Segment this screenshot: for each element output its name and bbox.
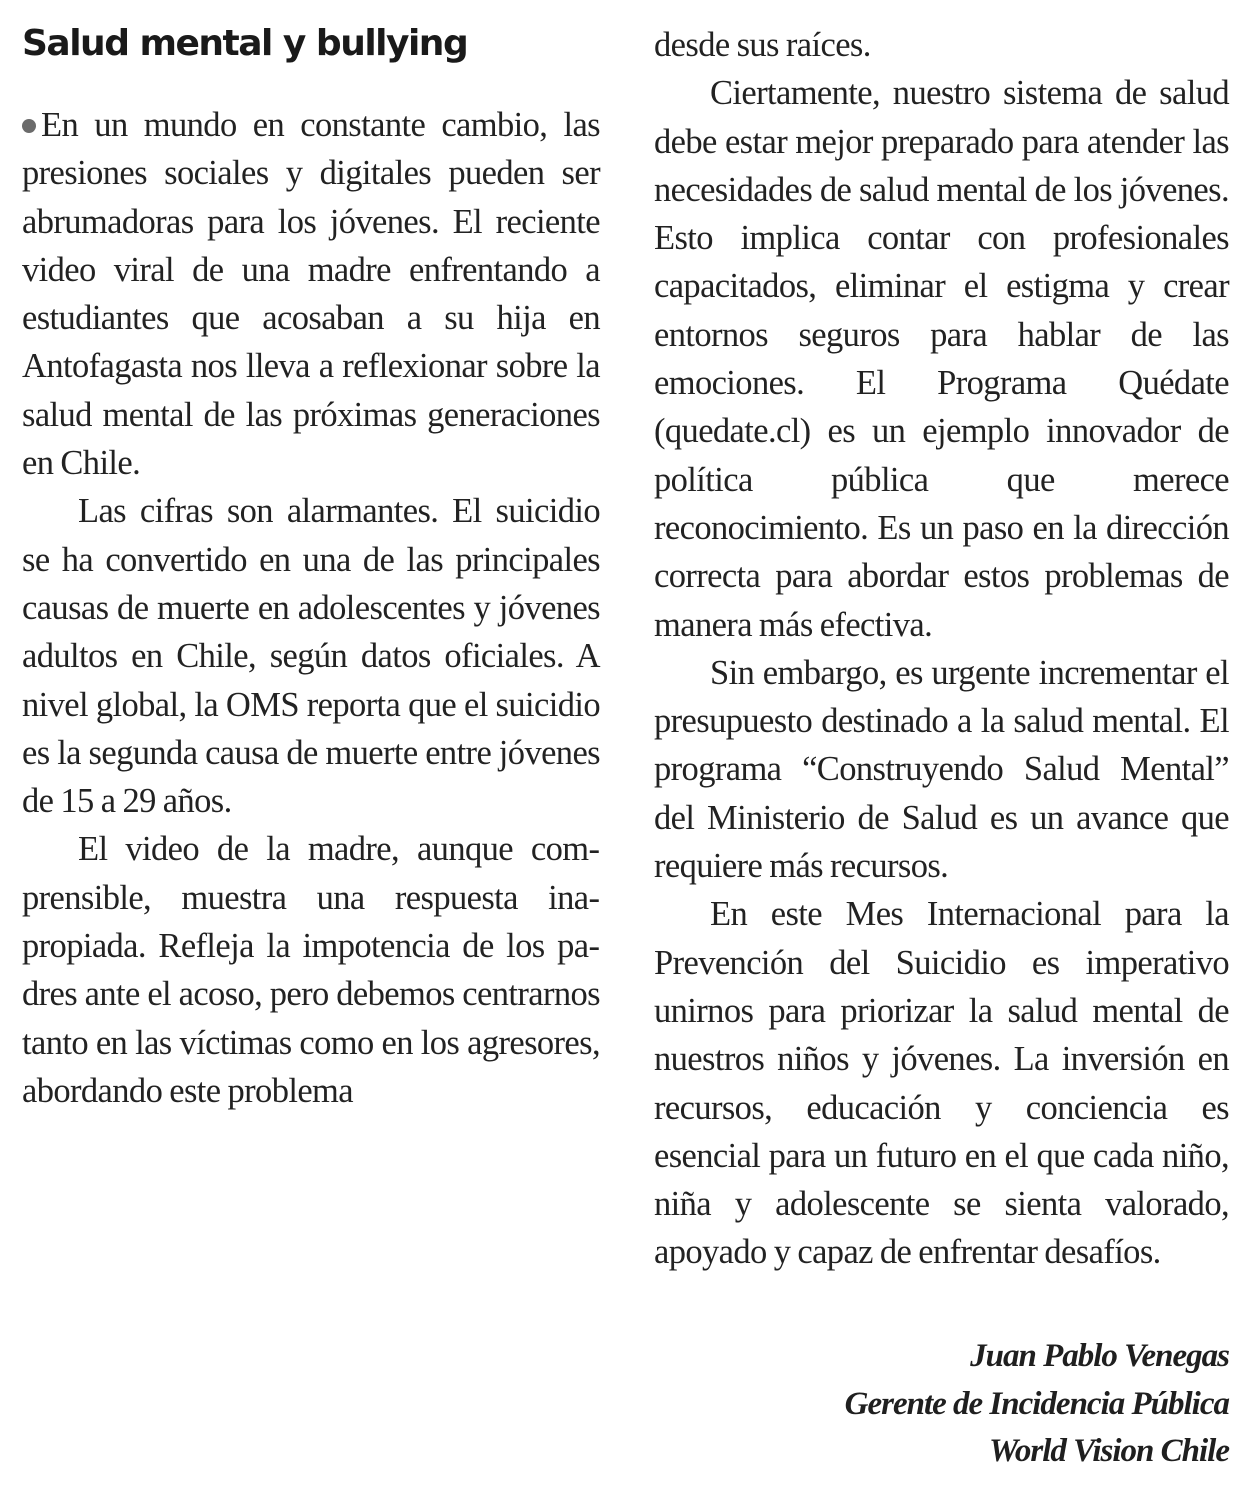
article-title: Salud mental y bullying: [22, 23, 468, 64]
left-column: [22, 101, 600, 1115]
right-column: [654, 21, 1229, 1277]
author-organization: World Vision Chile: [989, 1433, 1229, 1469]
paragraph-3: El video de la madre, aunque comprensible, muestra una respuesta inapropiada. Refleja la impotencia de los padres ante el acoso, pero debemos centrarnos tanto en las víctimas como en los agresores, abordando este problema: [22, 830, 600, 1110]
author-role: Gerente de Incidencia Pública: [844, 1385, 1229, 1422]
paragraph-3-continuation: desde sus raíces.: [654, 26, 871, 64]
paragraph-4: Ciertamente, nuestro sistema de salud debe estar mejor preparado para atender las necesidades de salud mental de los jóvenes. Esto implica contar con profesionales capacitados, eliminar el estigma y crear entornos seguros para hablar de las emociones. El Programa Quédate (quedate.cl) es un ejemplo innovador de política pública que merece reconocimiento. Es un paso en la dirección correcta para abordar estos problemas de manera más efectiva.: [654, 74, 1229, 644]
paragraph-2: Las cifras son alarmantes. El suicidio se ha convertido en una de las principales causas de muerte en adolescentes y jóvenes adultos en Chile, según datos oficiales. A nivel global, la OMS reporta que el suicidio es la segunda causa de muerte entre jóvenes de 15 a 29 años.: [22, 492, 600, 821]
author-name: Juan Pablo Venegas: [970, 1338, 1229, 1374]
bullet-icon: [22, 119, 36, 133]
paragraph-5: Sin embargo, es urgente incrementar el presupuesto destinado a la salud mental. El programa “Construyendo Salud Mental” del Ministerio de Salud es un avance que requiere más recursos.: [654, 653, 1229, 886]
paragraph-1-text: En un mundo en constante cambio, las presiones sociales y digitales pueden ser abrumadoras para los jóvenes. El reciente video viral de una madre enfrentando a estudiantes que acosaban a su hija en Antofagasta nos lleva a reflexionar sobre la salud mental de las próximas generaciones en Chile.: [22, 106, 600, 483]
paragraph-6: En este Mes Internacional para la Prevención del Suicidio es imperativo unirnos para priorizar la salud mental de nuestros niños y jóvenes. La inversión en recursos, educación y conciencia es esencial para un futuro en el que cada niño, niña y adolescente se sienta valorado, apoyado y capaz de enfrentar desafíos.: [654, 895, 1229, 1272]
signature-block: [629, 1333, 1229, 1476]
paragraph-1: [22, 101, 600, 487]
